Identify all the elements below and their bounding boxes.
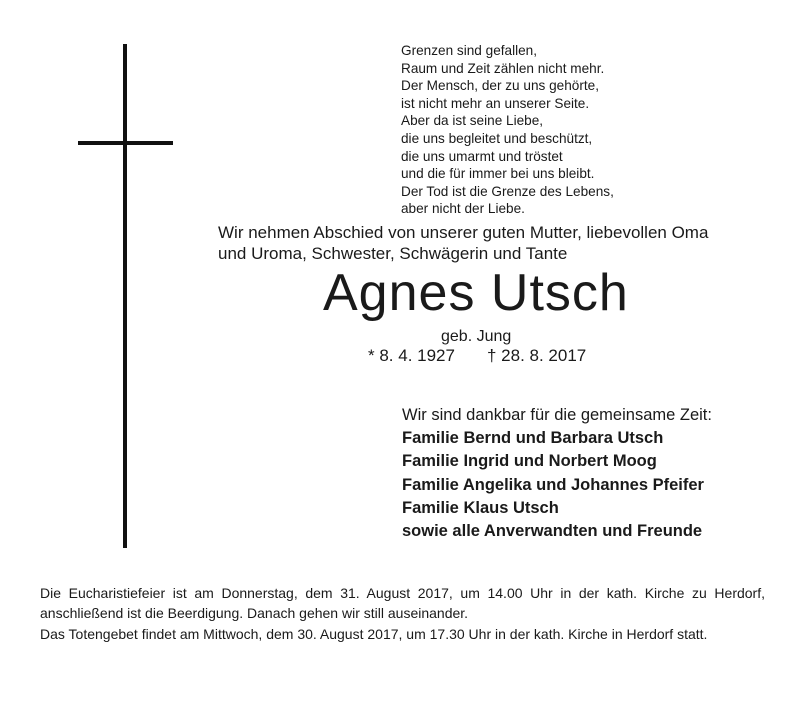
family-member-line: sowie alle Anverwandten und Freunde: [402, 522, 703, 541]
farewell-text: [218, 222, 778, 264]
family-signatures: [402, 404, 782, 543]
poem-line: Grenzen sind gefallen,: [401, 43, 538, 58]
poem-line: ist nicht mehr an unserer Seite.: [401, 95, 590, 111]
deceased-name: Agnes Utsch: [323, 264, 629, 322]
poem-line: aber nicht der Liebe.: [401, 201, 525, 217]
poem-line: Der Tod ist die Grenze des Lebens,: [401, 183, 614, 199]
poem-line: und die für immer bei uns bleibt.: [401, 166, 595, 182]
poem: [401, 42, 731, 218]
poem-line: die uns begleitet und beschützt,: [401, 130, 593, 146]
birth-date: * 8. 4. 1927: [368, 346, 455, 365]
farewell-line-1: Wir nehmen Abschied von unserer guten Mutter, liebevollen Oma: [218, 223, 709, 242]
cross-vertical-bar: [123, 44, 127, 548]
poem-line: die uns umarmt und tröstet: [401, 148, 563, 164]
gratitude-line: Wir sind dankbar für die gemeinsame Zeit:: [402, 406, 712, 424]
poem-line: Raum und Zeit zählen nicht mehr.: [401, 60, 605, 76]
family-member-line: Familie Angelika und Johannes Pfeifer: [402, 475, 704, 494]
family-member-line: Familie Ingrid und Norbert Moog: [402, 452, 657, 471]
poem-line: Der Mensch, der zu uns gehörte,: [401, 78, 599, 94]
cross-horizontal-bar: [78, 141, 173, 145]
family-member-line: Familie Bernd und Barbara Utsch: [402, 429, 664, 448]
maiden-name: geb. Jung: [441, 328, 512, 345]
poem-line: Aber da ist seine Liebe,: [401, 113, 544, 129]
farewell-line-2: und Uroma, Schwester, Schwägerin und Tante: [218, 244, 568, 263]
death-date: † 28. 8. 2017: [487, 346, 587, 365]
family-member-line: Familie Klaus Utsch: [402, 498, 559, 517]
prayer-notice: Das Totengebet findet am Mittwoch, dem 30. August 2017, um 17.30 Uhr in der kath. Kirche in Herdorf statt.: [40, 626, 708, 642]
eucharist-notice: Die Eucharistiefeier ist am Donnerstag, dem 31. August 2017, um 14.00 Uhr in der kath. Kirche zu Herdorf, anschließend ist die Beerdigung. Danach gehen wir still auseinander.: [40, 585, 765, 621]
